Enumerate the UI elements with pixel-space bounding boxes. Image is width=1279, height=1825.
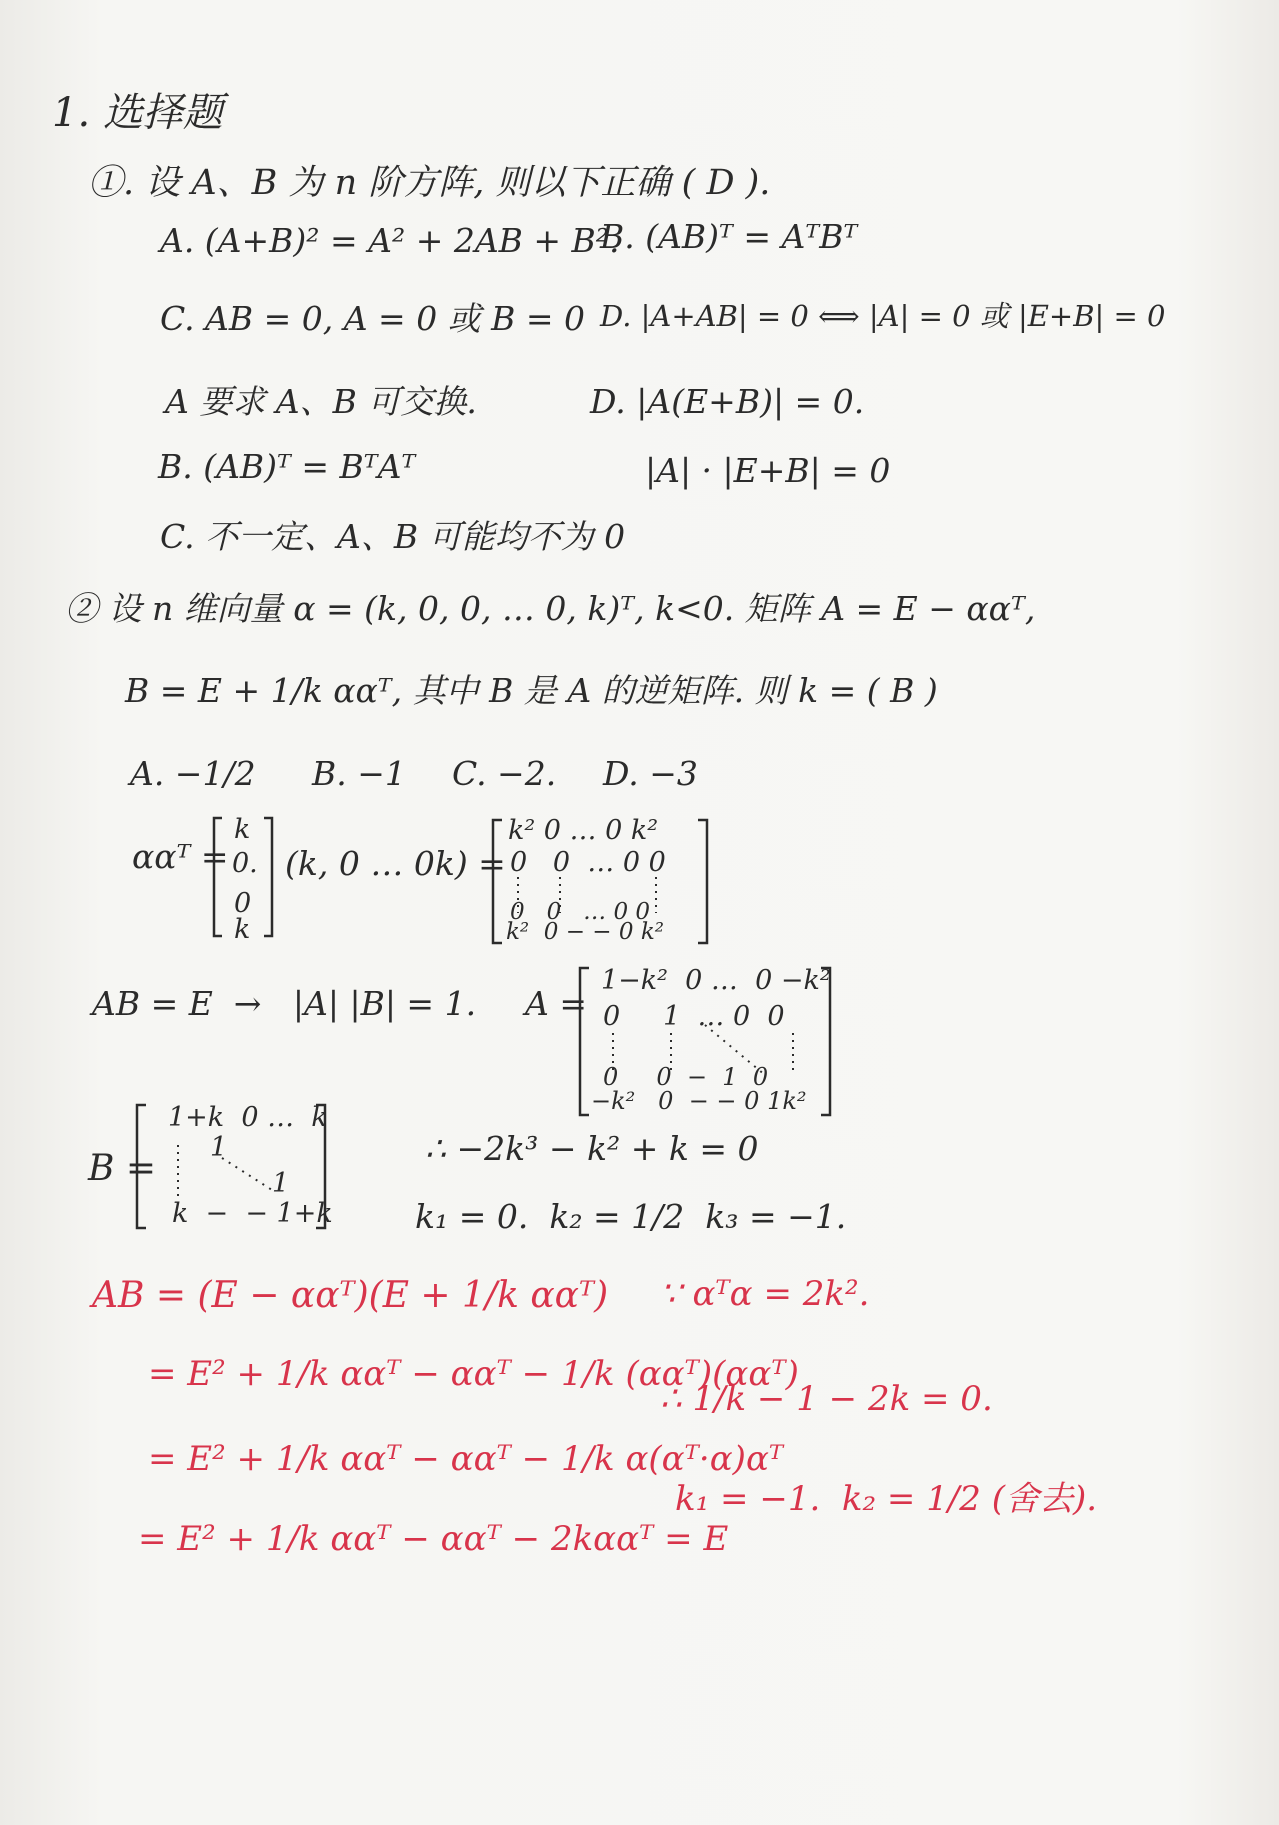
red-line-3: = E² + 1/k ααᵀ − ααᵀ − 1/k α(αᵀ·α)αᵀ — [148, 1439, 784, 1479]
matrix-row: k² 0 … 0 k² — [508, 815, 659, 846]
red-line-2: = E² + 1/k ααᵀ − ααᵀ − 1/k (ααᵀ)(ααᵀ) — [148, 1354, 799, 1394]
matrix-row: 0 0 … 0 0 — [510, 847, 666, 878]
section-title: 1. 选择题 — [52, 90, 223, 136]
matrix-row: k − − 1+k — [172, 1198, 333, 1229]
q2-option-c: C. −2. — [452, 754, 557, 793]
q2-stem-line2: B = E + 1/k ααᵀ, 其中 B 是 A 的逆矩阵. 则 k = ( B ) — [125, 671, 938, 710]
q2-option-a: A. −1/2 — [130, 754, 256, 793]
matrix-row: 0 1 … 0 0 — [603, 1001, 785, 1032]
matrix-row: 1 — [272, 1168, 290, 1199]
col-entry: k — [234, 814, 251, 845]
col-entry: k — [234, 914, 251, 945]
q1-option-a: A. (A+B)² = A² + 2AB + B². — [160, 221, 620, 260]
matrix-row: 0 0 … 0 0 — [510, 899, 651, 925]
red-right-2: ∴ 1/k − 1 − 2k = 0. — [660, 1379, 993, 1419]
matrix-row: k² 0 − − 0 k² — [506, 919, 664, 945]
ab-equals-e: AB = E → |A| |B| = 1. — [92, 984, 477, 1023]
col-entry: 0 — [234, 888, 252, 919]
cubic-equation: ∴ −2k³ − k² + k = 0 — [425, 1129, 759, 1168]
matrix-row: 1 — [210, 1132, 228, 1163]
q1-note-b: B. (AB)ᵀ = BᵀAᵀ — [158, 447, 416, 486]
matrix-row: −k² 0 − − 0 1k² — [591, 1087, 807, 1115]
q1-note-d1: D. |A(E+B)| = 0. — [590, 382, 865, 421]
red-right-1: ∵ αᵀα = 2k². — [660, 1274, 870, 1314]
red-line-4: = E² + 1/k ααᵀ − ααᵀ − 2kααᵀ = E — [138, 1519, 729, 1559]
q1-note-c: C. 不一定、A、B 可能均不为 0 — [160, 517, 626, 556]
col-entry: 0. — [232, 848, 258, 879]
matrix-row: 1−k² 0 … 0 −k² — [601, 965, 831, 996]
q1-option-d: D. |A+AB| = 0 ⟺ |A| = 0 或 |E+B| = 0 — [600, 299, 1166, 333]
a-matrix-lhs: A = — [525, 984, 587, 1023]
matrix-row: 0 0 − 1 0 — [603, 1063, 769, 1091]
red-right-3: k₁ = −1. k₂ = 1/2 (舍去). — [675, 1479, 1098, 1519]
q2-option-d: D. −3 — [603, 754, 698, 793]
aa-row-vector: (k, 0 … 0k) = — [285, 844, 506, 883]
q1-option-c: C. AB = 0, A = 0 或 B = 0 — [160, 299, 586, 338]
aa-lhs: ααᵀ = — [132, 837, 229, 876]
matrix-row: 1+k 0 … k — [168, 1102, 328, 1133]
red-line-1: AB = (E − ααᵀ)(E + 1/k ααᵀ) — [92, 1275, 609, 1316]
q1-note-a: A 要求 A、B 可交换. — [165, 382, 477, 421]
q2-stem-line1: ② 设 n 维向量 α = (k, 0, 0, … 0, k)ᵀ, k<0. 矩阵 A = E − ααᵀ, — [65, 589, 1036, 628]
q1-note-d2: |A| · |E+B| = 0 — [645, 451, 891, 490]
q2-option-b: B. −1 — [312, 754, 406, 793]
b-matrix — [132, 1100, 332, 1235]
b-matrix-lhs: B = — [88, 1148, 157, 1189]
alpha-column-vector — [208, 812, 280, 945]
q1-option-b: B. (AB)ᵀ = AᵀBᵀ — [600, 217, 858, 256]
a-matrix — [575, 963, 837, 1123]
aa-matrix — [488, 815, 713, 950]
q1-stem: ①. 设 A、B 为 n 阶方阵, 则以下正确 ( D ). — [88, 163, 771, 203]
cubic-roots: k₁ = 0. k₂ = 1/2 k₃ = −1. — [415, 1197, 847, 1236]
